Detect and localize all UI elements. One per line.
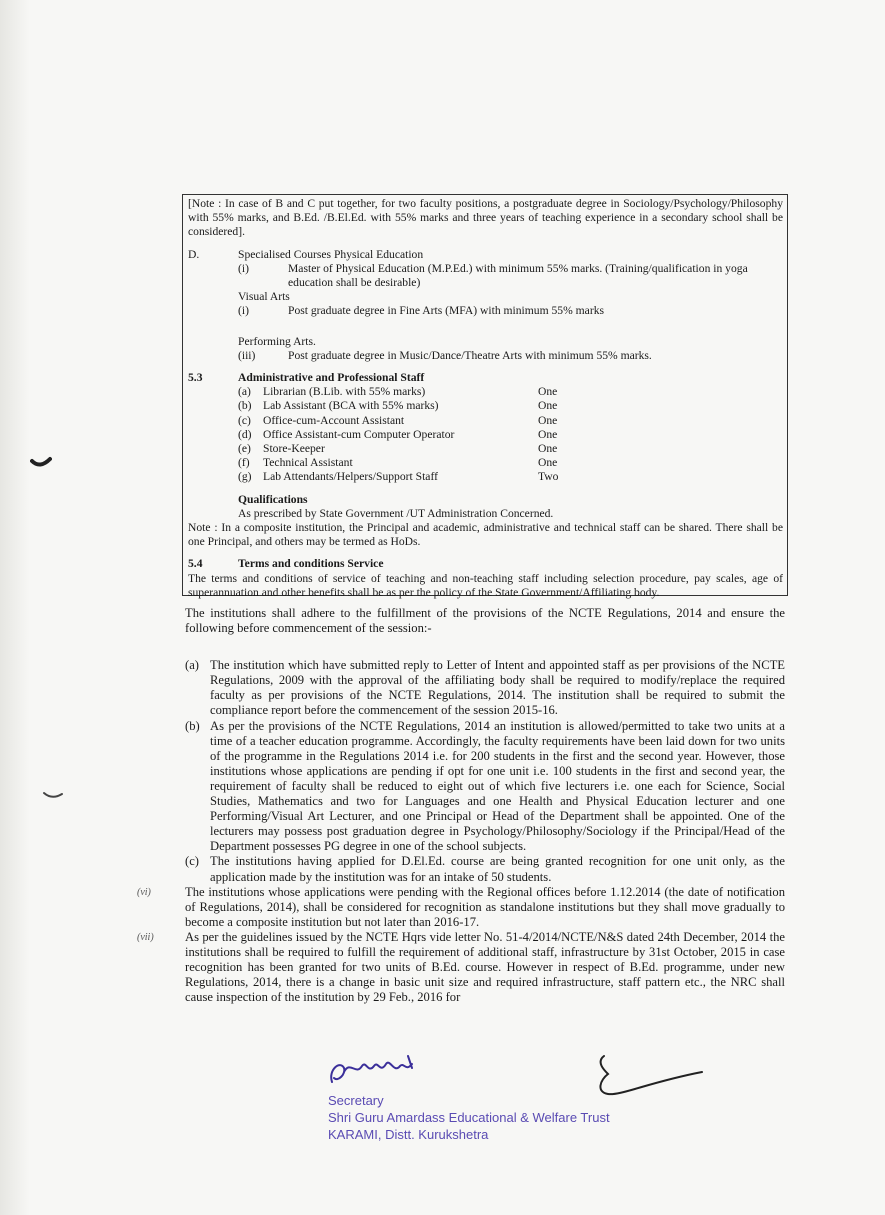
staff-title: Technical Assistant xyxy=(263,456,353,470)
roman-marker: (vi) xyxy=(137,886,151,898)
staff-title: Librarian (B.Lib. with 55% marks) xyxy=(263,385,426,399)
main-text xyxy=(137,606,785,1005)
staff-title: Office Assistant-cum Computer Operator xyxy=(263,427,455,441)
section-53-number: 5.3 xyxy=(188,371,203,385)
item-number: (i) xyxy=(238,304,249,318)
item-text: Master of Physical Education (M.P.Ed.) with minimum 55% marks. (Training/qualification in yoga education shall be desirable) xyxy=(288,261,748,290)
item-number: (iii) xyxy=(238,348,256,362)
section-54-title: Terms and conditions Service xyxy=(238,557,384,571)
staff-number: (g) xyxy=(238,470,252,484)
staff-count: Two xyxy=(538,470,559,484)
staff-count: One xyxy=(538,442,558,456)
signature-secretary xyxy=(320,1052,430,1092)
note-faculty: [Note : In case of B and C put together, for two faculty positions, a postgraduate degree in Sociology/Psychology/Philosophy with 55% marks, and B.Ed. /B.El.Ed. with 55% marks and three years of teaching experience in a secondary school shall be considered]. xyxy=(188,197,783,239)
staff-number: (a) xyxy=(238,385,251,399)
staff-number: (c) xyxy=(238,413,251,427)
scan-mark xyxy=(30,455,52,469)
staff-row xyxy=(238,442,783,456)
staff-number: (b) xyxy=(238,399,252,413)
page-edge-shadow xyxy=(0,0,30,1215)
section-d-label: D. xyxy=(188,247,200,261)
staff-row xyxy=(238,414,783,428)
staff-title: Lab Attendants/Helpers/Support Staff xyxy=(263,470,438,484)
performing-arts-heading: Performing Arts. xyxy=(238,334,316,348)
specifications-box xyxy=(182,194,788,599)
paragraph-vii: As per the guidelines issued by the NCTE Hqrs vide letter No. 51-4/2014/NCTE/N&S dated 24th December, 2014 the institutions shall be required to fulfill the requirement of additional staff, infrastructure by 31st October, 2015 in case recognition has been granted for two units of B.Ed. course. However in respect of B.Ed. programme, under new Regulations, 2014, there is a change in basic unit size and required infrastructure, staff pattern etc., the NRC shall cause inspection of the institution by 29 Feb., 2016 for xyxy=(185,929,785,1005)
staff-row xyxy=(238,385,783,399)
staff-count: One xyxy=(538,413,558,427)
staff-title: Store-Keeper xyxy=(263,442,325,456)
section-54-number: 5.4 xyxy=(188,557,203,571)
staff-row xyxy=(238,456,783,470)
stamp-line: Shri Guru Amardass Educational & Welfare Trust xyxy=(328,1110,610,1125)
stamp-line: Secretary xyxy=(328,1093,384,1108)
staff-title: Lab Assistant (BCA with 55% marks) xyxy=(263,399,439,413)
roman-marker: (vii) xyxy=(137,931,154,943)
list-item xyxy=(185,719,785,855)
item-number: (i) xyxy=(238,261,249,275)
paragraph-vi: The institutions whose applications were pending with the Regional offices before 1.12.2014 (the date of notification of Regulations, 2014), shall be considered for recognition as standalone institutions but they shall move gradually to become a composite institution but not later than 2016-17. xyxy=(185,884,785,929)
qualifications-heading: Qualifications xyxy=(238,492,308,506)
staff-number: (d) xyxy=(238,427,252,441)
terms-text: The terms and conditions of service of teaching and non-teaching staff including selection procedure, pay scales, age of superannuation and other benefits shall be as per the policy of the State Government/Affiliating body. xyxy=(188,571,783,599)
staff-row xyxy=(238,399,783,413)
item-text: The institution which have submitted reply to Letter of Intent and appointed staff as per provisions of the NCTE Regulations, 2009 with the approval of the affiliating body shall be required to modify/replace the required faculty as per provisions of the NCTE Regulations, 2014. The institution shall be required to submit the compliance report before the commencement of the session 2015-16. xyxy=(210,658,785,718)
staff-number: (e) xyxy=(238,442,251,456)
item-text: Post graduate degree in Fine Arts (MFA) with minimum 55% marks xyxy=(288,304,604,318)
official-stamp xyxy=(328,1092,610,1143)
qualifications-text: As prescribed by State Government /UT Administration Concerned. xyxy=(238,506,554,520)
list-item xyxy=(185,854,785,884)
staff-count: One xyxy=(538,399,558,413)
section-53-title: Administrative and Professional Staff xyxy=(238,371,425,385)
stamp-line: KARAMI, Distt. Kurukshetra xyxy=(328,1127,489,1142)
item-marker: (c) xyxy=(185,854,199,869)
staff-row xyxy=(238,470,783,484)
list-item xyxy=(185,658,785,718)
staff-count: One xyxy=(538,456,558,470)
staff-count: One xyxy=(538,385,558,399)
item-marker: (b) xyxy=(185,718,200,733)
item-text: As per the provisions of the NCTE Regulations, 2014 an institution is allowed/permitted to take two units at a time of a teacher education programme. Accordingly, the faculty requirements have been laid down for two units of the programme in the Regulations 2014 i.e. for 200 students in the first and the second year. However, those institutions whose applications are pending if opt for one unit i.e. 100 students in the first and second year, the requirement of faculty shall be reduced to eight out of which five lecturers i.e. one each for Science, Social Studies, Mathematics and two for Languages and one Health and Physical Education lecturer and one Performing/Visual Art Lecturer, and one Principal or Head of the Department shall be appointed. One of the lecturers may possess post graduation degree in Psychology/Philosophy/Sociology if the Principal/Head of the Department possesses PG degree in one of the school subjects. xyxy=(210,718,785,854)
intro-paragraph: The institutions shall adhere to the fulfillment of the provisions of the NCTE Regulations, 2014 and ensure the following before commencement of the session:- xyxy=(185,606,785,636)
item-marker: (a) xyxy=(185,658,199,673)
staff-row xyxy=(238,428,783,442)
staff-count: One xyxy=(538,427,558,441)
visual-arts-heading: Visual Arts xyxy=(238,290,290,304)
section-d-title: Specialised Courses Physical Education xyxy=(238,247,424,261)
staff-list xyxy=(188,385,783,484)
item-text: Post graduate degree in Music/Dance/Theatre Arts with minimum 55% marks. xyxy=(288,348,652,362)
scan-mark xyxy=(42,790,64,802)
item-text: The institutions having applied for D.El.Ed. course are being granted recognition for one unit only, as the application made by the institution was for an intake of 50 students. xyxy=(210,854,785,884)
staff-title: Office-cum-Account Assistant xyxy=(263,413,405,427)
note-composite: Note : In a composite institution, the Principal and academic, administrative and technical staff can be shared. There shall be one Principal, and others may be termed as HoDs. xyxy=(188,521,783,549)
staff-number: (f) xyxy=(238,456,250,470)
